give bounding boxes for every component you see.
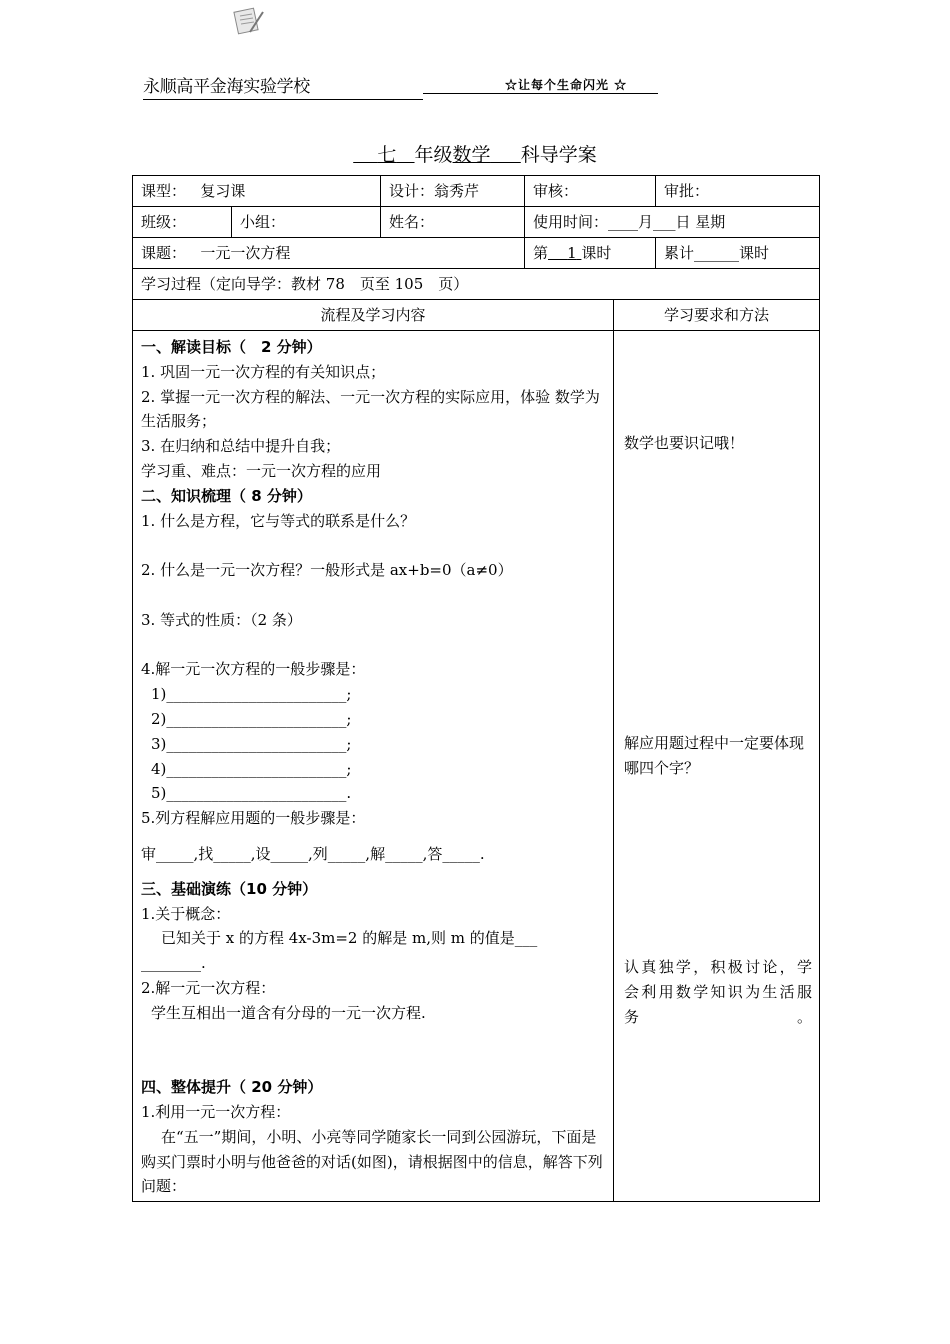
designer-cell: 设计：翁秀芹 (381, 176, 525, 207)
content-header: 流程及学习内容 (133, 300, 614, 331)
school-name: 永顺高平金海实验学校 (143, 72, 423, 100)
section-1-line: 2. 掌握一元一次方程的解法、一元一次方程的实际应用，体验 数学为生活服务； (141, 387, 600, 431)
question-1: 1. 什么是方程，它与等式的联系是什么？ (141, 511, 416, 530)
section-3-line: 1.关于概念： (141, 904, 231, 923)
section-4-paragraph: 在“五一”期间，小明、小亮等同学随家长一同到公园游玩，下面是购买门票时小明与他爸爸的对话(如图)，请根据图中的信息，解答下列问题： (141, 1127, 603, 1196)
method-header: 学习要求和方法 (614, 300, 820, 331)
section-1-line: 3. 在归纳和总结中提升自我； (141, 437, 341, 456)
school-motto: ☆让每个生命闪光 ☆ (505, 78, 628, 92)
lesson-type-cell: 课型： 复习课 (133, 176, 381, 207)
question-3: 3. 等式的性质：（2 条） (141, 610, 302, 629)
note-memorize: 数学也要识记哦！ (624, 434, 745, 452)
page-title (0, 140, 950, 167)
question-5: 5.列方程解应用题的一般步骤是： (141, 809, 366, 828)
title-grade: 七 (377, 144, 397, 166)
solve-step-1: 1)________________________; (151, 685, 352, 704)
usage-time-cell: 使用时间：____月___日 星期 (525, 207, 820, 238)
title-grade-suffix: 年级 (414, 144, 453, 166)
note-study: 认真独学，积极讨论，学会利用数学知识为生活服务。 (624, 958, 814, 1026)
section-1-title: 一、解读目标（ 2 分钟） (141, 338, 322, 356)
section-4-title: 四、整体提升（ 20 分钟） (141, 1078, 323, 1097)
method-cell (614, 331, 820, 1202)
study-plan-table (132, 175, 820, 1202)
solve-step-4: 4)________________________; (151, 759, 352, 778)
solve-step-5: 5)________________________. (151, 784, 352, 803)
header-rule (423, 93, 658, 94)
section-3-line: 学生互相出一道含有分母的一元一次方程. (151, 1003, 426, 1022)
section-3-line: 2.解一元一次方程： (141, 978, 276, 997)
topic-cell: 课题： 一元一次方程 (133, 238, 525, 269)
section-1-line: 学习重、难点：一元一次方程的应用 (141, 461, 382, 480)
process-cell: 学习过程（定向导学：教材 78 页至 105 页） (133, 269, 820, 300)
note-four-words: 解应用题过程中一定要体现哪四个字？ (624, 734, 805, 777)
class-cell: 班级： (133, 207, 232, 238)
approver-cell: 审批： (656, 176, 820, 207)
section-2-title: 二、知识梳理（ 8 分钟） (141, 486, 312, 505)
total-period-cell: 累计______课时 (656, 238, 820, 269)
section-3-line: ________. (141, 954, 206, 973)
group-cell: 小组： (232, 207, 381, 238)
title-subject: 数学 (452, 144, 491, 166)
document-logo-icon (232, 6, 266, 36)
solve-step-2: 2)________________________; (151, 709, 352, 728)
application-steps: 审_____,找_____,设_____,列_____,解_____,答_____. (141, 844, 485, 863)
section-4-line: 1.利用一元一次方程： (141, 1102, 291, 1121)
section-1-line: 1. 巩固一元一次方程的有关知识点； (141, 362, 386, 381)
content-cell (133, 331, 614, 1202)
solve-step-3: 3)________________________; (151, 734, 352, 753)
title-rest: 科导学案 (520, 144, 597, 166)
question-4: 4.解一元一次方程的一般步骤是： (141, 660, 366, 679)
student-name-cell: 姓名： (381, 207, 525, 238)
reviewer-cell: 审核： (525, 176, 656, 207)
question-2: 2. 什么是一元一次方程？一般形式是 ax+b=0（a≠0） (141, 561, 513, 580)
period-cell: 第 1 课时 (525, 238, 656, 269)
section-3-line: 已知关于 x 的方程 4x-3m=2 的解是 m,则 m 的值是___ (161, 929, 538, 948)
section-3-title: 三、基础演练（10 分钟） (141, 879, 318, 898)
